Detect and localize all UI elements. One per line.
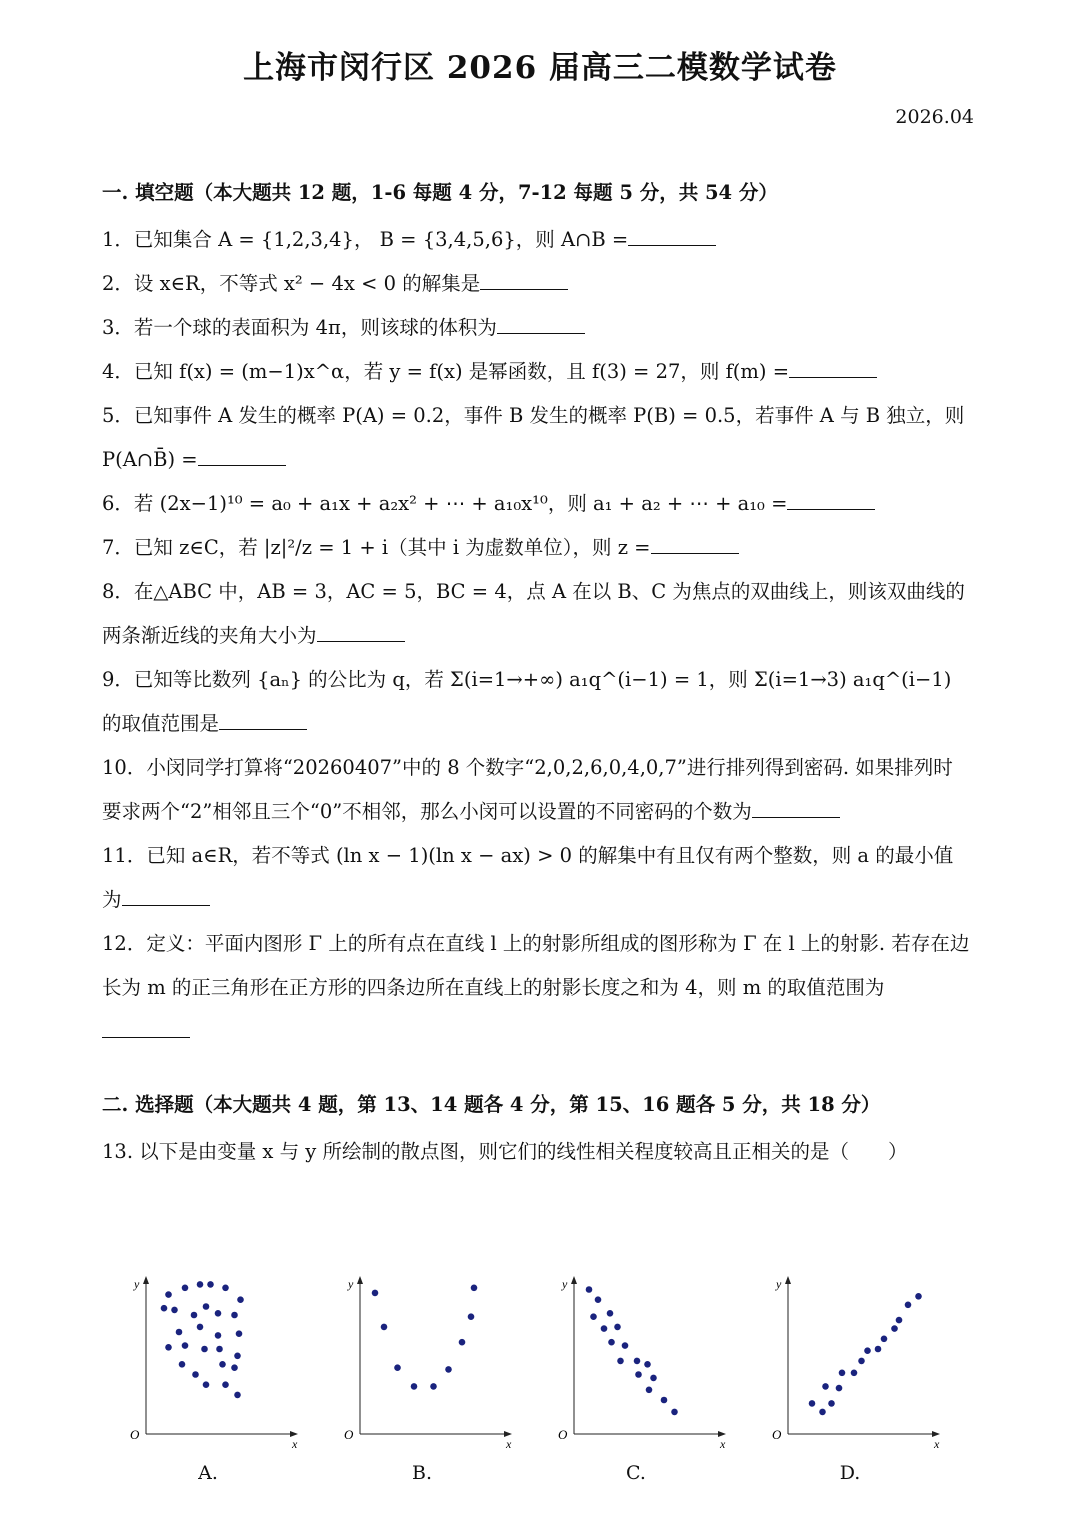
- y-axis-arrow: [571, 1276, 577, 1284]
- scatter-point: [608, 1339, 615, 1346]
- scatter-point: [607, 1310, 614, 1317]
- scatter-point: [836, 1385, 843, 1392]
- scatter-point: [394, 1364, 401, 1371]
- scatter-point: [828, 1400, 835, 1407]
- question-4: [102, 350, 972, 394]
- scatter-point: [165, 1344, 172, 1351]
- question-13: [102, 1130, 972, 1174]
- scatter-point: [851, 1370, 858, 1377]
- origin-label: O: [558, 1427, 568, 1442]
- question-text: 2．设 x∈R，不等式 x² − 4x < 0 的解集是: [102, 272, 481, 295]
- scatter-point: [222, 1285, 229, 1292]
- question-6: [102, 482, 972, 526]
- question-5: [102, 394, 972, 482]
- question-7: [102, 526, 972, 570]
- option-label-a: A.: [198, 1462, 218, 1484]
- scatter-point: [234, 1392, 241, 1399]
- x-axis-label: x: [720, 1437, 726, 1451]
- question-text: 8．在△ABC 中，AB = 3，AC = 5，BC = 4，点 A 在以 B、C 为焦点的双曲线上，则该双曲线的两条渐近线的夹角大小为: [102, 580, 965, 647]
- scatter-point: [915, 1293, 922, 1300]
- scatter-point: [635, 1371, 642, 1378]
- scatter-point: [430, 1383, 437, 1390]
- origin-label: O: [344, 1427, 354, 1442]
- option-label-c: C.: [626, 1462, 646, 1484]
- scatter-point: [197, 1324, 204, 1331]
- question-text: 13. 以下是由变量 x 与 y 所绘制的散点图，则它们的线性相关程度较高且正相关的是（ ）: [102, 1140, 908, 1163]
- scatter-point: [839, 1370, 846, 1377]
- question-text: 6．若 (2x−1)¹⁰ = a₀ + a₁x + a₂x² + ⋯ + a₁₀x¹⁰，则 a₁ + a₂ + ⋯ + a₁₀ =: [102, 492, 788, 515]
- answer-blank[interactable]: [219, 711, 307, 730]
- answer-blank[interactable]: [787, 491, 875, 510]
- scatter-point: [182, 1342, 189, 1349]
- scatter-point: [468, 1313, 475, 1320]
- scatter-point: [819, 1409, 826, 1416]
- scatter-point: [161, 1305, 168, 1312]
- origin-label: O: [130, 1427, 140, 1442]
- scatter-point: [203, 1303, 210, 1310]
- scatter-point: [372, 1290, 379, 1297]
- scatter-point: [215, 1332, 222, 1339]
- y-axis-arrow: [143, 1276, 149, 1284]
- scatter-point: [896, 1317, 903, 1324]
- scatter-point: [590, 1313, 597, 1320]
- scatter-point: [411, 1383, 418, 1390]
- scatter-point: [661, 1397, 668, 1404]
- question-text: 4．已知 f(x) = (m−1)x^α，若 y = f(x) 是幂函数，且 f(3) = 27，则 f(m) =: [102, 360, 790, 383]
- scatter-point: [182, 1285, 189, 1292]
- scatter-plot-a[interactable]: [118, 1268, 298, 1508]
- y-axis-arrow: [357, 1276, 363, 1284]
- scatter-point: [231, 1364, 238, 1371]
- y-axis-label: y: [562, 1277, 568, 1291]
- scatter-point: [650, 1375, 657, 1382]
- exam-content: [102, 178, 972, 1174]
- scatter-point: [646, 1387, 653, 1394]
- x-axis-label: x: [934, 1437, 940, 1451]
- scatter-point: [644, 1361, 651, 1368]
- section2-heading: 二. 选择题（本大题共 4 题，第 13、14 题各 4 分，第 15、16 题各 5 分，共 18 分）: [102, 1093, 881, 1116]
- question-1: [102, 218, 972, 262]
- section-gap: [102, 1054, 972, 1090]
- option-label-d: D.: [839, 1462, 861, 1484]
- question-9: [102, 658, 972, 746]
- scatter-point: [471, 1285, 478, 1292]
- scatter-point: [459, 1339, 466, 1346]
- scatter-point: [634, 1358, 641, 1365]
- origin-label: O: [772, 1427, 782, 1442]
- scatter-point: [875, 1346, 882, 1353]
- question-2: [102, 262, 972, 306]
- scatter-plots: [118, 1268, 978, 1508]
- question-text: 10．小闵同学打算将“20260407”中的 8 个数字“2,0,2,6,0,4,0,7”进行排列得到密码. 如果排列时要求两个“2”相邻且三个“0”不相邻，那么小闵可以设置的不同密码的个数为: [102, 756, 953, 823]
- option-label-b: B.: [411, 1462, 432, 1484]
- scatter-point: [176, 1329, 183, 1336]
- scatter-point: [858, 1358, 865, 1365]
- scatter-point: [614, 1324, 621, 1331]
- answer-blank[interactable]: [102, 1019, 190, 1038]
- question-text: 3．若一个球的表面积为 4π，则该球的体积为: [102, 316, 497, 339]
- scatter-point: [191, 1312, 198, 1319]
- answer-blank[interactable]: [122, 887, 210, 906]
- question-text: 9．已知等比数列 {aₙ} 的公比为 q，若 Σ(i=1→+∞) a₁q^(i−1) = 1，则 Σ(i=1→3) a₁q^(i−1) 的取值范围是: [102, 668, 952, 735]
- scatter-point: [586, 1286, 593, 1293]
- scatter-point: [219, 1361, 226, 1368]
- section1-heading: 一. 填空题（本大题共 12 题，1-6 每题 4 分，7-12 每题 5 分，共 54 分）: [102, 181, 778, 204]
- y-axis-label: y: [776, 1277, 782, 1291]
- scatter-point: [891, 1325, 898, 1332]
- question-text: 1．已知集合 A = {1,2,3,4}， B = {3,4,5,6}，则 A∩B =: [102, 228, 629, 251]
- scatter-plot-b[interactable]: [332, 1268, 512, 1508]
- scatter-point: [671, 1409, 678, 1416]
- exam-date: 2026.04: [895, 106, 974, 128]
- scatter-plot-c[interactable]: [546, 1268, 726, 1508]
- scatter-plot-d[interactable]: [760, 1268, 940, 1508]
- question-text: 7．已知 z∈C，若 |z|²/z = 1 + i（其中 i 为虚数单位），则 z =: [102, 536, 651, 559]
- scatter-point: [822, 1383, 829, 1390]
- answer-blank[interactable]: [628, 227, 716, 246]
- scatter-point: [192, 1371, 199, 1378]
- question-12: [102, 922, 972, 1054]
- answer-blank[interactable]: [317, 623, 405, 642]
- scatter-point: [234, 1353, 241, 1360]
- scatter-point: [237, 1296, 244, 1303]
- question-10: [102, 746, 972, 834]
- scatter-point: [622, 1342, 629, 1349]
- question-11: [102, 834, 972, 922]
- scatter-point: [236, 1330, 243, 1337]
- y-axis-label: y: [134, 1277, 140, 1291]
- answer-blank[interactable]: [480, 271, 568, 290]
- scatter-point: [905, 1302, 912, 1309]
- question-text: 12．定义：平面内图形 Γ 上的所有点在直线 l 上的射影所组成的图形称为 Γ 在 l 上的射影. 若存在边长为 m 的正三角形在正方形的四条边所在直线上的射影长度之和为 4，则 m 的取值范围为: [102, 932, 970, 999]
- scatter-point: [601, 1325, 608, 1332]
- scatter-point: [381, 1324, 388, 1331]
- x-axis-label: x: [506, 1437, 512, 1451]
- exam-title: 上海市闵行区 2026 届高三二模数学试卷: [243, 50, 837, 86]
- scatter-point: [809, 1400, 816, 1407]
- question-text: 11．已知 a∈R，若不等式 (ln x − 1)(ln x − ax) > 0 的解集中有且仅有两个整数，则 a 的最小值为: [102, 844, 954, 911]
- answer-blank[interactable]: [651, 535, 739, 554]
- scatter-point: [617, 1358, 624, 1365]
- scatter-point: [216, 1346, 223, 1353]
- scatter-point: [165, 1291, 172, 1298]
- scatter-point: [595, 1296, 602, 1303]
- scatter-point: [864, 1347, 871, 1354]
- scatter-point: [179, 1361, 186, 1368]
- scatter-point: [215, 1310, 222, 1317]
- y-axis-label: y: [348, 1277, 354, 1291]
- scatter-point: [207, 1281, 214, 1288]
- scatter-point: [201, 1346, 208, 1353]
- scatter-point: [231, 1312, 238, 1319]
- answer-blank[interactable]: [497, 315, 585, 334]
- scatter-point: [881, 1336, 888, 1343]
- scatter-point: [197, 1281, 204, 1288]
- answer-blank[interactable]: [752, 799, 840, 818]
- x-axis-label: x: [292, 1437, 298, 1451]
- question-3: [102, 306, 972, 350]
- scatter-point: [171, 1307, 178, 1314]
- scatter-point: [222, 1381, 229, 1388]
- answer-blank[interactable]: [789, 359, 877, 378]
- y-axis-arrow: [785, 1276, 791, 1284]
- scatter-point: [445, 1366, 452, 1373]
- question-8: [102, 570, 972, 658]
- question-text: 5．已知事件 A 发生的概率 P(A) = 0.2，事件 B 发生的概率 P(B) = 0.5，若事件 A 与 B 独立，则 P(A∩B̄) =: [102, 404, 965, 471]
- scatter-point: [203, 1381, 210, 1388]
- answer-blank[interactable]: [198, 447, 286, 466]
